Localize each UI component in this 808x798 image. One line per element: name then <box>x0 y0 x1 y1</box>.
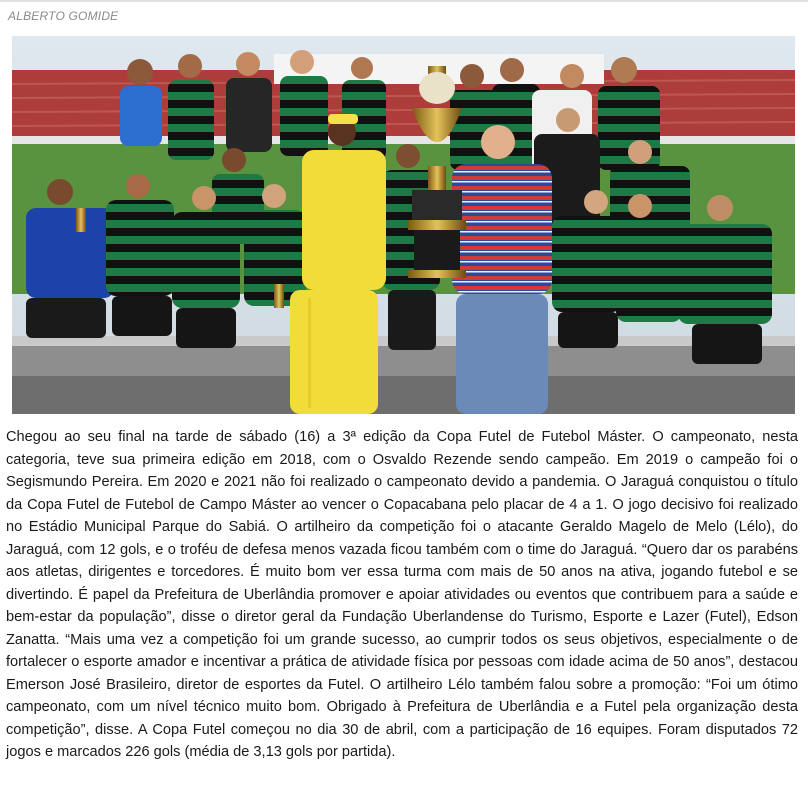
team-photo <box>12 36 795 414</box>
top-divider <box>0 0 808 2</box>
photo-credit: ALBERTO GOMIDE <box>8 9 119 23</box>
article-body: Chegou ao seu final na tarde de sábado (16) a 3ª edição da Copa Futel de Futebol Máster. O campeonato, nesta categoria, teve sua primeira edição em 2018, com o Osvaldo Rezende sendo campeão. Em 2019 o campeão foi o Segismundo Pereira. Em 2020 e 2021 não foi realizado o campeonato devido a pandemia. O Jaraguá conquistou o título da Copa Futel de Futebol de Campo Máster ao vencer o Copacabana pelo placar de 4 a 1. O jogo decisivo foi realizado no Estádio Municipal Parque do Sabiá. O artilheiro da competição foi o atacante Geraldo Magelo de Melo (Lélo), do Jaraguá, com 12 gols, e o troféu de defesa menos vazada ficou também com o time do Jaraguá. “Quero dar os parabéns aos atletas, dirigentes e torcedores. É muito bom ver essa turma com mais de 50 anos na ativa, jogando futebol e se divertindo. É papel da Prefeitura de Uberlândia promover e apoiar atividades ou eventos que contribuem para a saúde e bem-estar da população”, disse o diretor geral da Fundação Uberlandense do Turismo, Esporte e Lazer (Futel), Edson Zanatta. “Mais uma vez a competição foi um grande sucesso, ao cumprir todos os seus objetivos, especialmente o de fortalecer o esporte amador e incentivar a prática de atividade física por pessoas com idade acima de 50 anos”, destacou Emerson José Brasileiro, diretor de esportes da Futel. O artilheiro Lélo também falou sobre a promoção: “Foi um ótimo campeonato, com um nível técnico muito bom. Obrigado à Prefeitura de Uberlândia e a Futel pela organização desta competição”, disse. A Copa Futel começou no dia 30 de abril, com a participação de 16 equipes. Foram disputados 72 jogos e marcados 226 gols (média de 3,13 gols por partida). <box>6 429 798 760</box>
